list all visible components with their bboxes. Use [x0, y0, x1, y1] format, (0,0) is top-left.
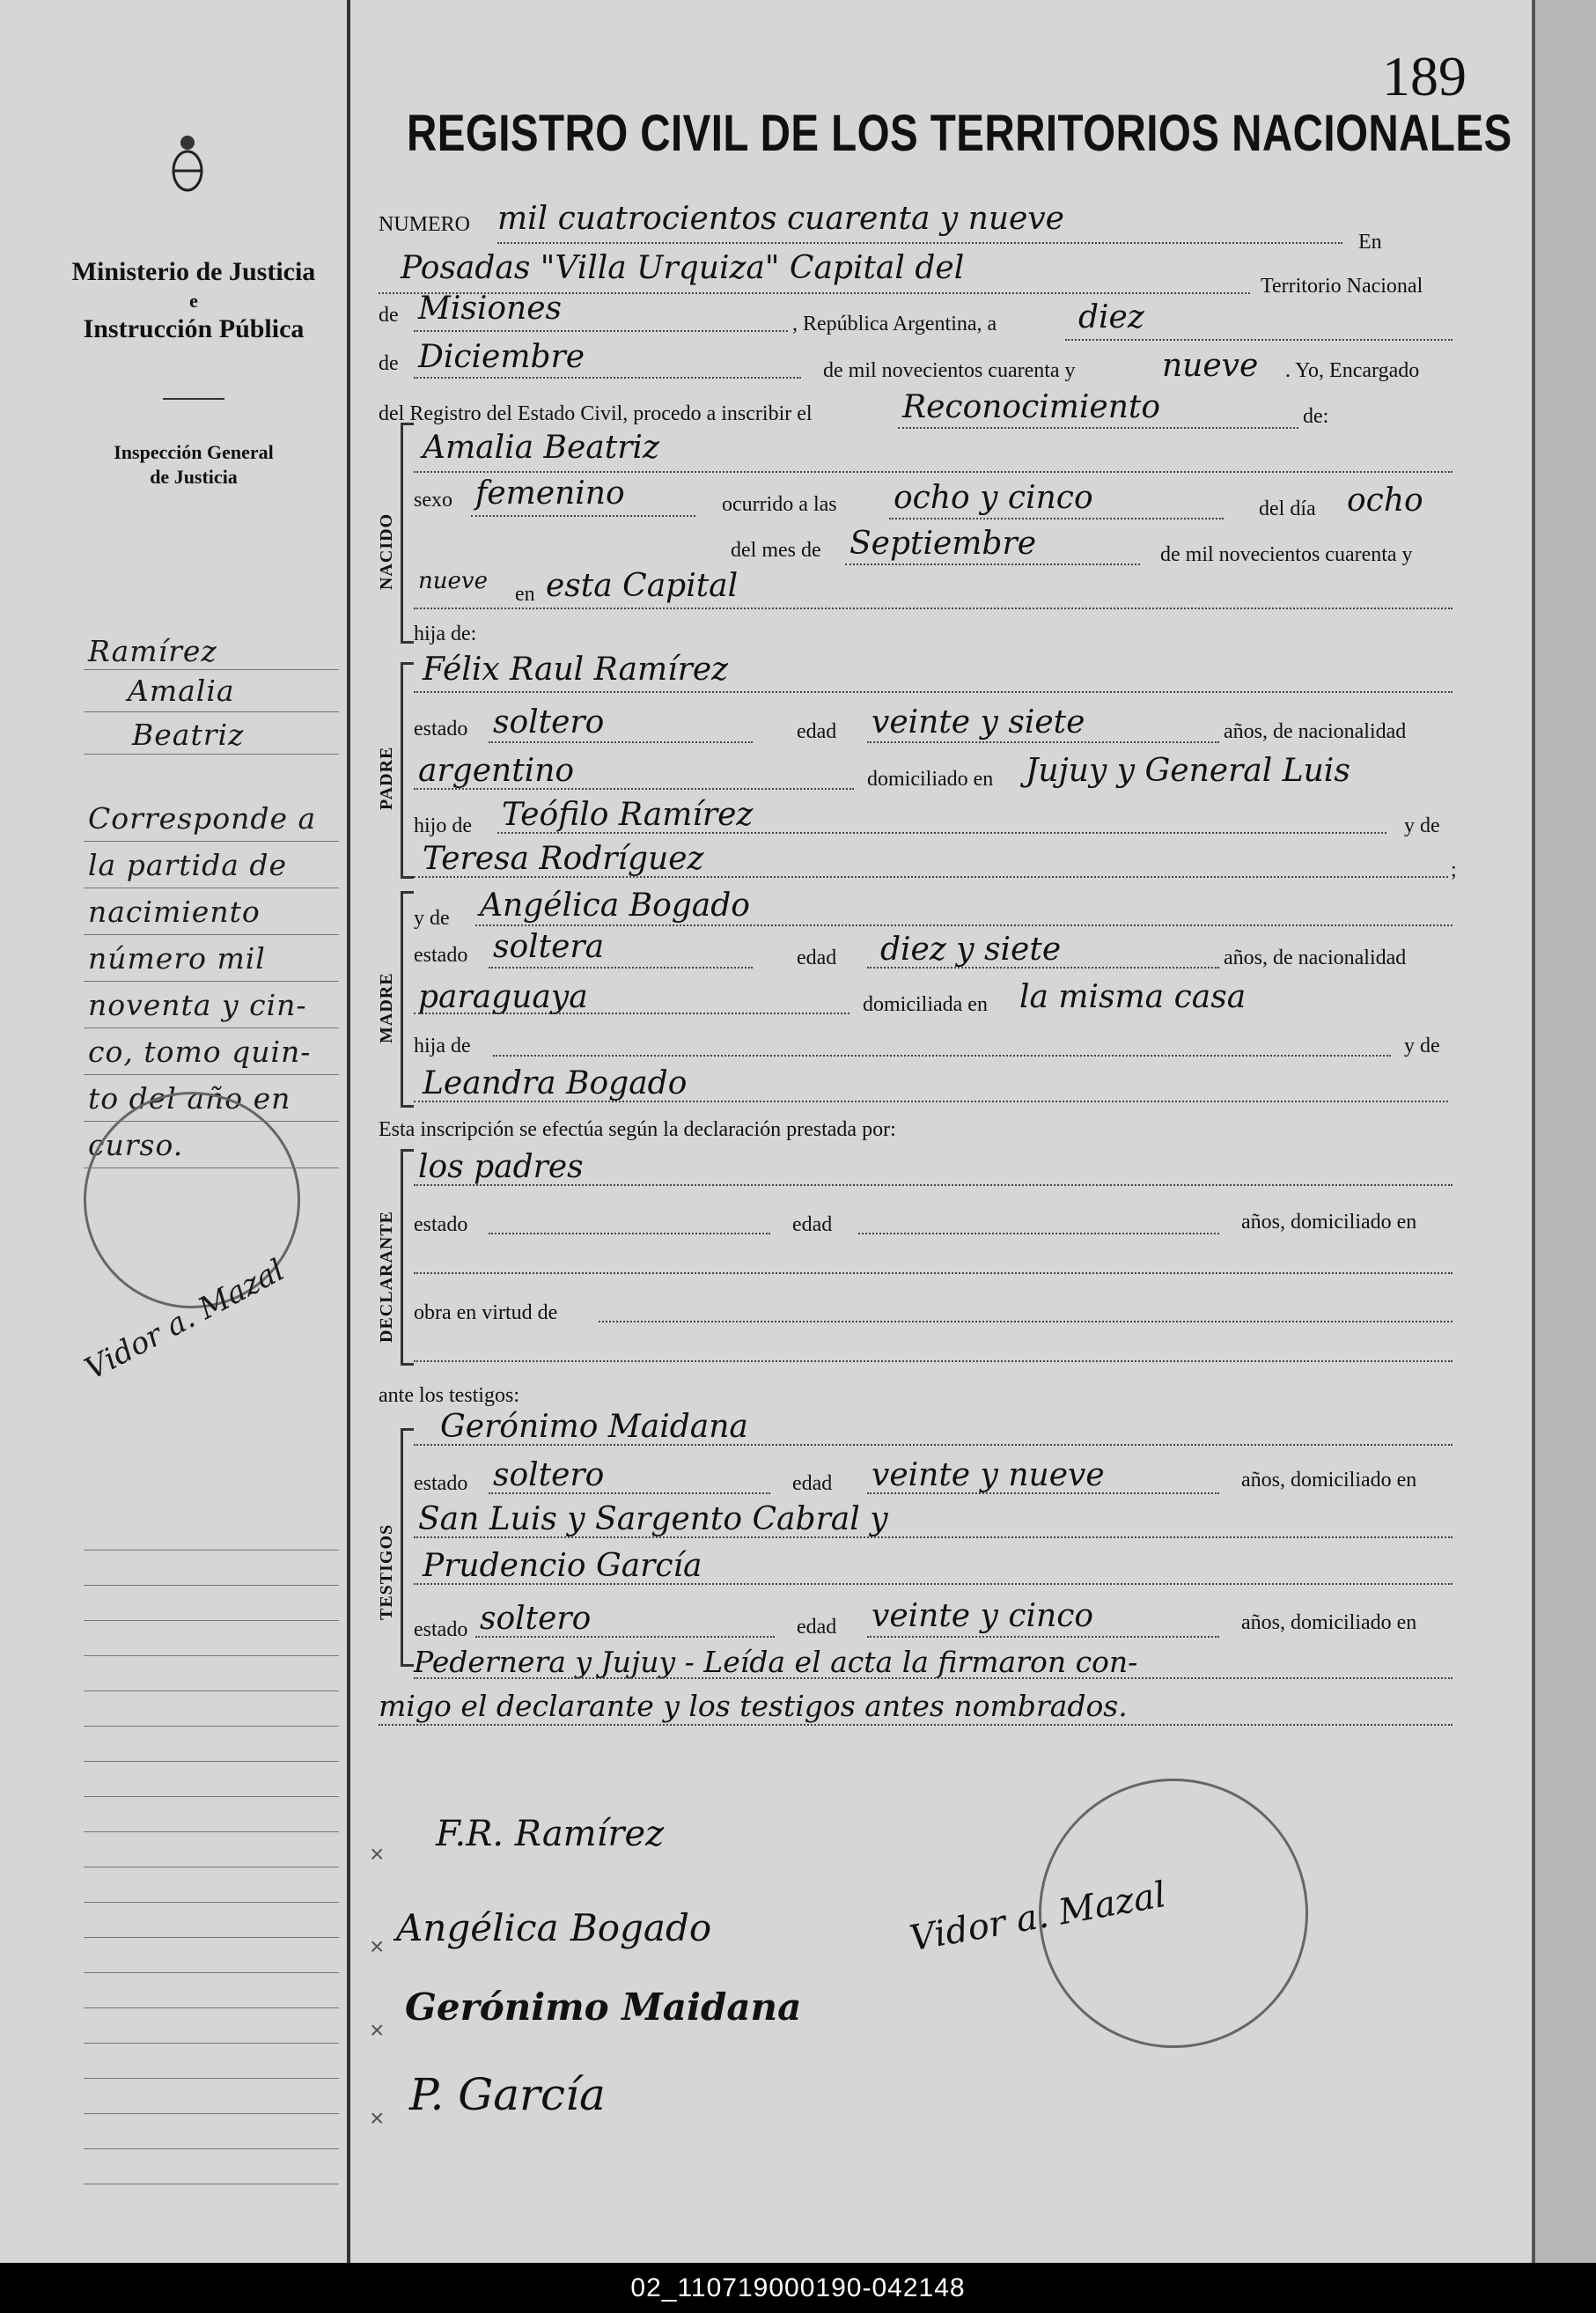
margin-note-6: co, tomo quin-	[88, 1035, 312, 1069]
cierre-text: migo el declarante y los testigos antes nombrados.	[379, 1689, 1128, 1723]
anio-nac-value: nueve	[418, 568, 488, 594]
nacido-section-label: NACIDO	[377, 512, 396, 590]
padre-bracket	[401, 662, 414, 879]
republica-label: , República Argentina, a	[792, 313, 997, 335]
ocurrido-label: ocurrido a las	[722, 493, 837, 516]
obra-label: obra en virtud de	[414, 1301, 558, 1324]
sexo-label: sexo	[414, 489, 452, 512]
margin-note-3: nacimiento	[88, 895, 261, 929]
testigo1-domicilio: San Luis y Sargento Cabral y	[418, 1501, 888, 1537]
hora-value: ocho y cinco	[894, 480, 1093, 516]
acto-value: Reconocimiento	[902, 389, 1161, 425]
testigos-label: ante los testigos:	[379, 1384, 519, 1407]
madre-section-label: MADRE	[377, 972, 396, 1043]
nombre-value: Amalia Beatriz	[423, 430, 659, 466]
margin-note-4: número mil	[88, 941, 266, 976]
margin-note-8: curso.	[88, 1128, 184, 1162]
madre-estado-label: estado	[414, 944, 468, 967]
hijo-de-label: hijo de	[414, 814, 472, 837]
binding-edge	[1532, 0, 1596, 2263]
yo-label: . Yo, Encargado	[1285, 359, 1420, 382]
registro-label: del Registro del Estado Civil, procedo a inscribir el	[379, 402, 813, 425]
registrar-signature: Vidor a. Mazal	[907, 1874, 1169, 1960]
testigo1-edad-label: edad	[792, 1472, 833, 1495]
testigo1-estado-label: estado	[414, 1472, 468, 1495]
margin-signature: Vidor a. Mazal	[79, 1252, 291, 1388]
margin-note-2: la partida de	[88, 848, 288, 882]
del-dia-label: del día	[1259, 497, 1316, 520]
dia-nac-value: ocho	[1347, 482, 1423, 519]
nacido-bracket	[401, 423, 414, 644]
signature-testigo1: Gerónimo Maidana	[405, 1985, 802, 2029]
padre-estado: soltero	[493, 704, 605, 740]
coat-of-arms-icon	[172, 134, 203, 195]
image-id-footer: 02_110719000190-042148	[0, 2263, 1596, 2313]
hija-label: hija de:	[414, 622, 477, 645]
mes-nac-value: Septiembre	[849, 526, 1036, 562]
de3-label: de:	[1303, 405, 1329, 428]
madre-anios-label: años, de nacionalidad	[1224, 947, 1407, 969]
padre-edad-label: edad	[797, 720, 837, 743]
document-page: Ministerio de Justicia e Instrucción Pública Inspección General de Justicia Ramírez Amalia Beatriz Corresponde a la partida de nacimiento número mil noventa y cin- co, tomo quin- to del año en curso. Vidor a. Mazal 189 REGISTRO CIVIL DE LOS TERRITORIOS NACIONALES NUMERO mil cuatrocientos cuarenta y nueve En Posadas "Villa Urquiza" Capital del Territorio Nacional de Misiones , República Argentina, a diez de Diciembre de mil novecientos cuarenta y nueve . Yo, Encargado del Registro del Estado Civil, procedo a inscribir el Reconocimiento de: NACIDO Amalia Beatriz sexo femenino ocurrido a las ocho y cinco del día ocho del mes de Septiembre de mil novecientos cuarenta y nueve en esta Capital hija de: PADRE Félix Raul Ramírez estado soltero edad veinte y siete años, de nacionalidad argentino domiciliado en Jujuy y General Luis hijo de Teófilo Ramírez y de Teresa Rodríguez ; MADRE y de Angélica Bogado estado soltera edad diez y siete años, de nacionalidad paraguaya domiciliada en la misma casa hija de y de Leandra Bogado Esta inscripción se efectúa según la declaración prestada por: DECLARANTE los padres estado edad años, domiciliado en obra en virtud de ante los testigos: TESTIGOS Gerónimo Maidana estado soltero edad veinte y nueve años, domiciliado en San Luis y Sargento Cabral y Prudencio García estado soltero edad veinte y cinco años, domiciliado en Pedernera y Jujuy - Leída el acta la firmaron con- migo el declarante y los testigos antes nombrados. × F.R. Ramírez × Angélica Bogado × Gerónimo Maidana × P. García Vidor a. Mazal	[0, 0, 1532, 2263]
signature-testigo2: P. García	[409, 2069, 606, 2120]
en-label: En	[1358, 231, 1382, 254]
testigo1-estado: soltero	[493, 1457, 605, 1493]
madre-edad-label: edad	[797, 947, 837, 969]
margin-column	[0, 0, 350, 2263]
page-title: REGISTRO CIVIL DE LOS TERRITORIOS NACIONALES	[407, 105, 1512, 162]
testigo2-edad: veinte y cinco	[872, 1598, 1094, 1634]
en-lugar-label: en	[515, 583, 535, 606]
margin-name-1: Ramírez	[88, 634, 217, 668]
margin-name-2: Amalia	[128, 674, 235, 708]
padre-section-label: PADRE	[377, 746, 396, 810]
del-mes-label: del mes de	[731, 539, 821, 562]
ministry-heading	[62, 255, 326, 346]
margin-note-5: noventa y cin-	[88, 988, 307, 1022]
numero-row: NUMERO	[379, 213, 471, 236]
padre-nombre: Félix Raul Ramírez	[423, 652, 729, 688]
mes-value: Diciembre	[418, 339, 585, 375]
madre-y-de2-label: y de	[1404, 1035, 1440, 1057]
ministry-line1: Ministerio de Justicia	[71, 257, 316, 286]
madre-domiciliada-label: domiciliada en	[863, 993, 988, 1016]
abuela-paterna: Teresa Rodríguez	[423, 841, 704, 877]
lugar-nac-value: esta Capital	[546, 568, 739, 604]
abuelo-paterno: Teófilo Ramírez	[502, 797, 754, 833]
madre-nombre: Angélica Bogado	[480, 888, 750, 924]
testigo2-nombre: Prudencio García	[423, 1548, 702, 1584]
declarante-edad-label: edad	[792, 1213, 833, 1236]
padre-estado-label: estado	[414, 718, 468, 740]
madre-estado: soltera	[493, 929, 605, 965]
declarante-section-label: DECLARANTE	[377, 1210, 396, 1343]
mil-label: de mil novecientos cuarenta y	[1160, 543, 1413, 566]
territorio-label: Territorio Nacional	[1261, 275, 1423, 298]
sexo-value: femenino	[475, 475, 625, 512]
testigo1-nombre: Gerónimo Maidana	[440, 1409, 748, 1445]
madre-bracket	[401, 891, 414, 1108]
margin-note-7: to del año en	[88, 1081, 291, 1116]
ministry-line2: Instrucción Pública	[83, 314, 305, 343]
semicolon: ;	[1451, 858, 1457, 881]
declarante-estado-label: estado	[414, 1213, 468, 1236]
numero-value: mil cuatrocientos cuarenta y nueve	[497, 201, 1064, 237]
de2-label: de	[379, 352, 399, 375]
declarante-value: los padres	[418, 1149, 584, 1185]
anio-value: nueve	[1162, 348, 1259, 384]
dia-value: diez	[1078, 299, 1144, 335]
padre-edad: veinte y siete	[872, 704, 1085, 740]
madre-y-de-label: y de	[414, 907, 450, 930]
testigo2-estado-label: estado	[414, 1618, 468, 1641]
signature-padre: F.R. Ramírez	[436, 1814, 665, 1854]
testigo1-anios-label: años, domiciliado en	[1241, 1469, 1417, 1492]
declarante-anios-label: años, domiciliado en	[1241, 1211, 1417, 1234]
madre-domicilio: la misma casa	[1019, 979, 1247, 1015]
testigo2-domicilio: Pedernera y Jujuy - Leída el acta la firmaron con-	[414, 1645, 1138, 1679]
margin-name-3: Beatriz	[132, 718, 245, 752]
divider	[163, 398, 224, 400]
margin-note-1: Corresponde a	[88, 801, 317, 836]
madre-edad: diez y siete	[880, 932, 1062, 968]
signature-madre: Angélica Bogado	[396, 1906, 712, 1949]
testigo2-edad-label: edad	[797, 1616, 837, 1639]
testigo1-edad: veinte y nueve	[872, 1457, 1105, 1493]
abuela-materna: Leandra Bogado	[423, 1065, 688, 1101]
testigo2-estado: soltero	[480, 1601, 592, 1637]
ministry-e: e	[189, 289, 198, 312]
testigos-bracket	[401, 1428, 414, 1667]
madre-nacionalidad: paraguaya	[418, 979, 588, 1015]
padre-domicilio: Jujuy y General Luis	[1026, 753, 1350, 789]
testigo2-anios-label: años, domiciliado en	[1241, 1611, 1417, 1634]
padre-y-de-label: y de	[1404, 814, 1440, 837]
padre-anios-label: años, de nacionalidad	[1224, 720, 1407, 743]
lugar-value: Posadas "Villa Urquiza" Capital del	[401, 250, 965, 286]
declaracion-label: Esta inscripción se efectúa según la declaración prestada por:	[379, 1118, 896, 1141]
de-label: de	[379, 304, 399, 327]
madre-hija-de-label: hija de	[414, 1035, 471, 1057]
testigos-section-label: TESTIGOS	[377, 1523, 396, 1620]
anio-label: de mil novecientos cuarenta y	[823, 359, 1076, 382]
folio-number: 189	[1382, 45, 1467, 107]
padre-nacionalidad: argentino	[418, 753, 575, 789]
territorio-value: Misiones	[418, 291, 563, 327]
declarante-bracket	[401, 1149, 414, 1366]
inspection-heading: Inspección General de Justicia	[114, 441, 274, 488]
padre-domiciliado-label: domiciliado en	[867, 768, 994, 791]
